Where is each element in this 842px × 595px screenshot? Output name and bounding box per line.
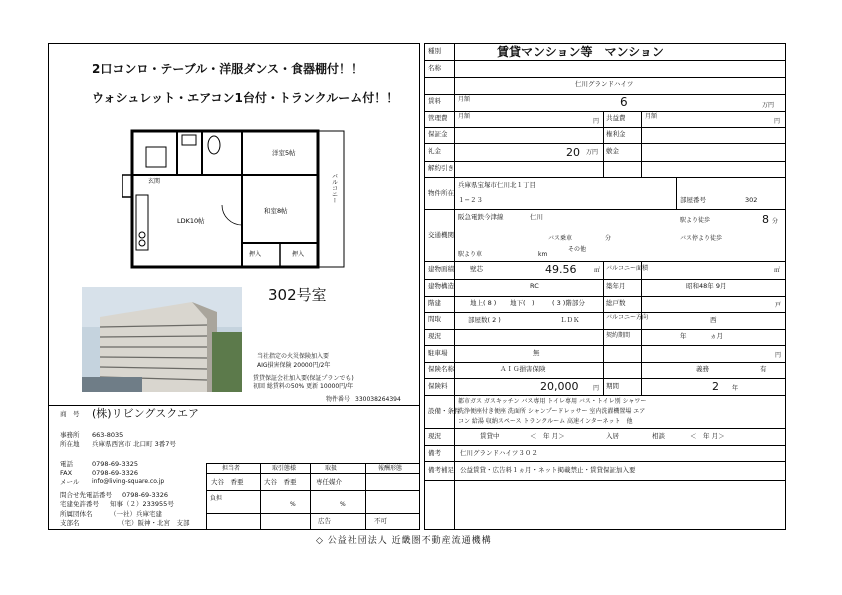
person-1: 大谷 香亜 bbox=[211, 478, 244, 486]
car-label: 駅より車 bbox=[458, 251, 483, 258]
grid-head-1: 担当者 bbox=[222, 465, 241, 472]
ad-label: 広告 bbox=[318, 517, 331, 525]
mgmt-sub: 月額 bbox=[458, 113, 471, 120]
room-label: 302号室 bbox=[268, 286, 327, 304]
area-value: 49.56 bbox=[545, 263, 577, 276]
parking-label: 駐車場 bbox=[428, 349, 448, 357]
walk-value: 8 bbox=[762, 213, 769, 226]
tel-label: 電話 bbox=[60, 460, 73, 468]
building-photo bbox=[82, 287, 242, 392]
parking-fee-unit: 円 bbox=[775, 352, 782, 359]
fee-unit: 円 bbox=[593, 385, 600, 392]
roomno-label: 部屋番号 bbox=[680, 196, 706, 204]
line-name: 阪急電鉄今津線 bbox=[458, 213, 504, 221]
floor-at: ( 3 )階部分 bbox=[552, 299, 585, 307]
common-sub: 月額 bbox=[645, 113, 658, 120]
term-unit: 年 bbox=[732, 385, 739, 392]
type-label: 種別 bbox=[428, 47, 441, 55]
equip-label: 設備・条件 bbox=[428, 407, 461, 415]
tel: 0798-69-3325 bbox=[92, 460, 139, 468]
license-label: 宅建免許番号 bbox=[60, 500, 99, 508]
reikin-value: 20 bbox=[566, 146, 580, 159]
vacate-date: ＜ 年 月＞ bbox=[530, 432, 565, 440]
floors-below: 地下( ) bbox=[510, 299, 535, 307]
station-name: 仁川 bbox=[530, 213, 543, 221]
grid-head-4: 報酬形態 bbox=[378, 465, 403, 472]
insurance-detail: AIG損害保険 20000円/2年 bbox=[257, 362, 331, 369]
ins-name: ＡＩＧ損害保険 bbox=[500, 365, 546, 373]
ratio-percent-2: % bbox=[340, 501, 346, 508]
property-no: 330038264394 bbox=[355, 396, 401, 403]
address: 兵庫県西宮市 北口町 3番7号 bbox=[92, 440, 176, 448]
property-no-label: 物件番号 bbox=[326, 396, 351, 403]
balcony-label: バルコニー bbox=[330, 173, 338, 203]
type-value: 賃貸マンション等 マンション bbox=[497, 45, 664, 59]
assoc: （一社）兵庫宅建 bbox=[110, 510, 162, 518]
closet-label-1: 押入 bbox=[249, 251, 262, 258]
amort-label: 解約引き bbox=[428, 164, 454, 172]
floors-above: 地上( 8 ) bbox=[470, 299, 497, 307]
period-label: 契約期間 bbox=[606, 332, 631, 339]
contact-label: 問合せ先電話番号 bbox=[60, 491, 112, 499]
fax-label: FAX bbox=[60, 469, 73, 477]
layout-label: 間取 bbox=[428, 315, 441, 323]
ins-req-value: 有 bbox=[760, 365, 767, 373]
area-kind: 壁芯 bbox=[470, 265, 483, 273]
room-count: 部屋数( 2 ) bbox=[468, 316, 501, 324]
equip-line-1: 都市ガス ガスキッチン バス専用 トイレ専用 バス・トイレ別 シャワー bbox=[458, 398, 647, 405]
balcony-area-unit: ㎡ bbox=[774, 267, 781, 274]
rent-value: 6 bbox=[620, 95, 628, 109]
rent-sub: 月額 bbox=[458, 96, 471, 103]
ins-req-label: 義務 bbox=[696, 365, 709, 373]
roomno-value: 302 bbox=[745, 196, 758, 204]
other-label: その他 bbox=[568, 246, 587, 253]
footer-text: 公益社団法人 近畿圏不動産流通機構 bbox=[327, 536, 492, 546]
common-label: 共益費 bbox=[606, 114, 626, 122]
guarantee-detail: 初回 総賃料の50% 更新 10000円/年 bbox=[253, 383, 354, 390]
remark2-value: 公益賃貸・広告料１ヵ月・ネット掲載禁止・賃貸保証加入要 bbox=[460, 466, 636, 474]
ins-label: 保険名称 bbox=[428, 365, 454, 373]
common-unit: 円 bbox=[774, 118, 781, 125]
room-western-label: 洋室5帖 bbox=[272, 149, 296, 157]
balcony-direction-label: バルコニー方向 bbox=[606, 314, 649, 321]
office-label: 事務所 bbox=[60, 431, 80, 439]
status-label: 現況 bbox=[428, 432, 441, 440]
branch-label: 支部名 bbox=[60, 519, 80, 527]
equip-line-3: コン 給湯 収納スペース トランクルーム 高速インターネット 他 bbox=[458, 418, 633, 425]
room-japanese-label: 和室8帖 bbox=[264, 207, 288, 215]
area-unit: ㎡ bbox=[594, 267, 601, 274]
movein-label: 入居 bbox=[606, 432, 619, 440]
rent-label: 賃料 bbox=[428, 97, 441, 105]
area-label: 建物面積 bbox=[428, 265, 454, 273]
org-logo-icon: ◇ bbox=[316, 536, 328, 546]
remark-value: 仁川グランドハイツ３０２ bbox=[460, 449, 538, 457]
period-year: 年 bbox=[680, 332, 687, 340]
branch: （宅）阪神・北宮 支部 bbox=[118, 519, 190, 527]
shiki-label: 敷金 bbox=[606, 147, 619, 155]
trade-name-label: 商 号 bbox=[60, 410, 80, 418]
balcony-direction: 西 bbox=[710, 316, 717, 324]
person-2: 大谷 香亜 bbox=[264, 478, 297, 486]
fax: 0798-69-3326 bbox=[92, 469, 139, 477]
structure-label: 建物構造 bbox=[428, 282, 454, 290]
fee-value: 20,000 bbox=[540, 380, 579, 393]
entrance-label: 玄関 bbox=[148, 178, 161, 185]
units-unit: 戸 bbox=[775, 302, 782, 309]
parking-value: 無 bbox=[533, 349, 540, 357]
ratio-label: 負担 bbox=[210, 495, 223, 502]
transaction-mode: 専任媒介 bbox=[316, 478, 342, 486]
units-label: 総戸数 bbox=[606, 299, 626, 307]
rent-unit: 万円 bbox=[762, 102, 775, 109]
deposit-label: 保証金 bbox=[428, 130, 448, 138]
structure-value: RC bbox=[530, 282, 539, 290]
address-label: 所在地 bbox=[60, 440, 80, 448]
footer-org bbox=[316, 537, 492, 546]
mail[interactable]: info@living-square.co.jp bbox=[92, 478, 165, 485]
walk-unit: 分 bbox=[772, 218, 779, 225]
catch-line-1: 2口コンロ・テーブル・洋服ダンス・食器棚付！！ bbox=[92, 62, 364, 76]
term-value: 2 bbox=[712, 380, 719, 393]
period-month: ヵ月 bbox=[710, 332, 723, 340]
room-ldk-label: LDK10帖 bbox=[177, 217, 205, 225]
closet-label-2: 押入 bbox=[292, 251, 305, 258]
fee-label: 保険料 bbox=[428, 382, 448, 390]
layout-value: ＬＤＫ bbox=[560, 316, 580, 324]
movein-date: ＜ 年 月＞ bbox=[690, 432, 725, 440]
transport-label: 交通機関 bbox=[428, 231, 454, 239]
mail-label: メール bbox=[60, 478, 80, 486]
built-value: 昭和48年 9月 bbox=[686, 282, 727, 290]
guarantee-note: 賃貸保証会社加入要(保証プランでも) bbox=[253, 375, 354, 382]
office-postal: 663-8035 bbox=[92, 431, 124, 439]
key-money-label: 権利金 bbox=[606, 130, 626, 138]
mgmt-unit: 円 bbox=[593, 118, 600, 125]
catch-line-2: ウォシュレット・エアコン1台付・トランクルーム付！！ bbox=[92, 91, 399, 105]
balcony-area-label: バルコニー面積 bbox=[606, 265, 649, 272]
location-label: 物件所在 bbox=[428, 189, 454, 197]
location-value: 兵庫県宝塚市仁川北１丁目 bbox=[458, 181, 536, 189]
walk-label: 駅より徒歩 bbox=[680, 217, 711, 224]
license: 知事（２）233955号 bbox=[110, 500, 174, 508]
location-value-2: １−２３ bbox=[458, 196, 483, 204]
remark2-label: 備考補足 bbox=[428, 466, 454, 474]
assoc-label: 所属団体名 bbox=[60, 510, 93, 518]
term-label: 期間 bbox=[606, 382, 619, 390]
mgmt-label: 管理費 bbox=[428, 114, 448, 122]
contact-tel: 0798-69-3326 bbox=[122, 491, 169, 499]
car-unit: km bbox=[538, 251, 548, 258]
equip-line-2: 洗浄便座付き便座 洗面所 シャンプードレッサー 室内洗濯機置場 エア bbox=[458, 408, 646, 415]
ratio-percent-1: % bbox=[290, 501, 296, 508]
current-label: 現況 bbox=[428, 332, 441, 340]
bus-walk-label: バス停より徒歩 bbox=[680, 235, 723, 242]
trade-name: (株)リビングスクエア bbox=[92, 407, 200, 420]
name-label: 名称 bbox=[428, 64, 441, 72]
grid-head-2: 取引態様 bbox=[272, 465, 297, 472]
remark-label: 備考 bbox=[428, 449, 441, 457]
reikin-unit: 万円 bbox=[586, 149, 599, 156]
floor-plan bbox=[122, 125, 348, 271]
status-value: 賃貸中 bbox=[480, 432, 500, 440]
bus-ride-unit: 分 bbox=[605, 235, 612, 242]
movein-mode: 相談 bbox=[652, 432, 665, 440]
insurance-note: 当社指定の火災保険加入要 bbox=[257, 353, 330, 360]
property-name: 仁川グランドハイツ bbox=[575, 80, 634, 88]
built-label: 築年月 bbox=[606, 282, 626, 290]
grid-head-3: 取扱 bbox=[325, 465, 338, 472]
ad-value: 不可 bbox=[374, 517, 387, 525]
reikin-label: 礼金 bbox=[428, 147, 441, 155]
floors-label: 階建 bbox=[428, 299, 441, 307]
bus-ride-label: バス乗車 bbox=[548, 235, 573, 242]
